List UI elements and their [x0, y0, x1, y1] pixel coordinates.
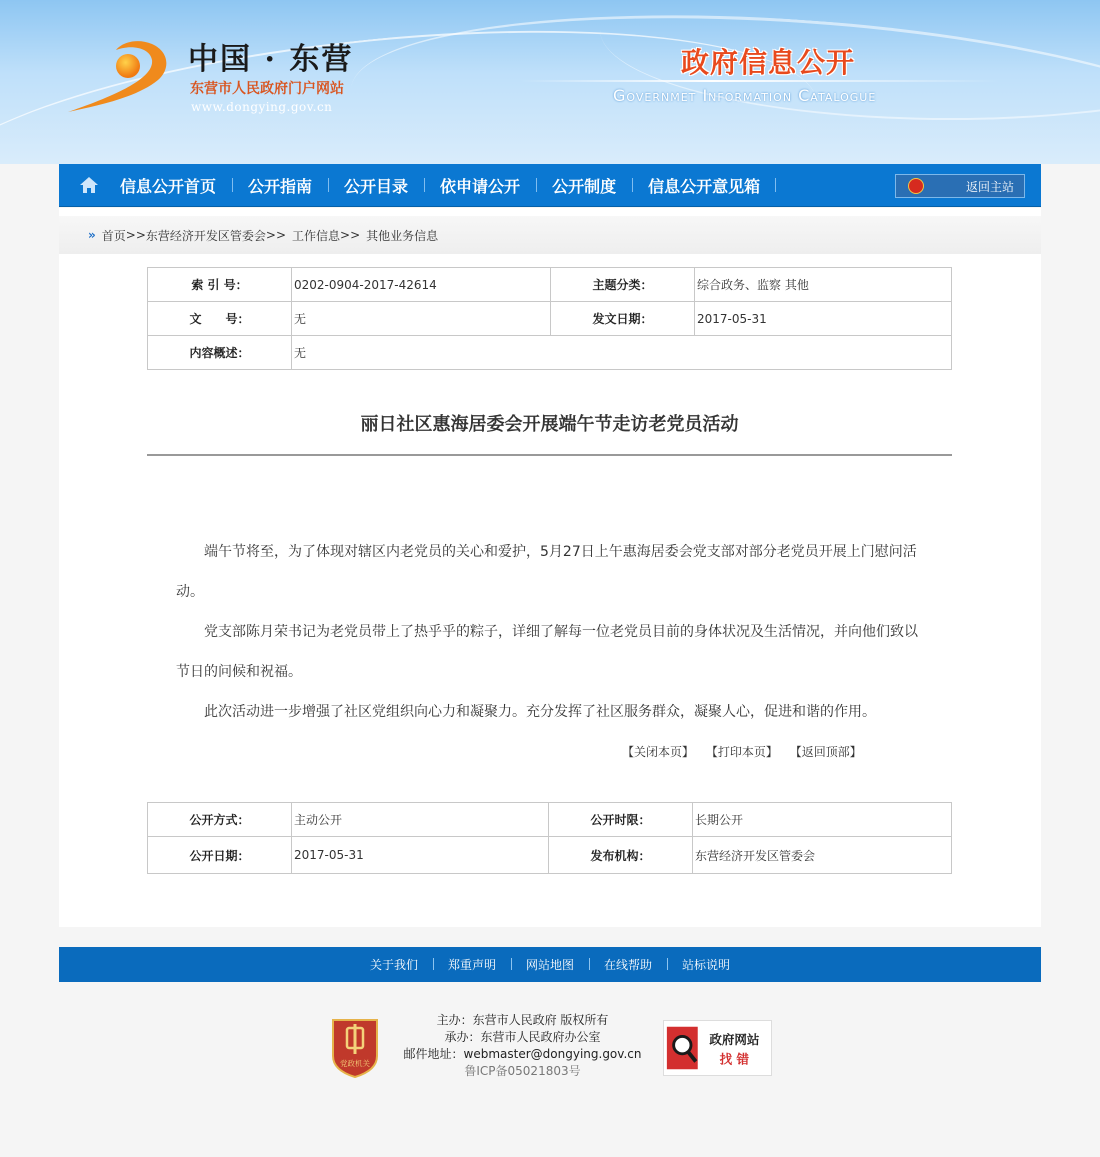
footer-link-sitemap[interactable]: 网站地图	[511, 956, 589, 973]
nav-item-system[interactable]: 公开制度	[536, 174, 632, 197]
back-button-label: 返回主站	[966, 179, 1015, 194]
breadcrumb-arrows-icon: »	[88, 228, 94, 242]
breadcrumb-other[interactable]: 其他业务信息	[366, 228, 439, 243]
site-url: www.dongying.gov.cn	[191, 100, 333, 114]
party-government-badge-icon[interactable]	[329, 1016, 381, 1078]
footer-icp[interactable]: 鲁ICP备05021803号	[464, 1064, 581, 1078]
table-row	[148, 302, 952, 336]
issue-date-value: 2017-05-31	[695, 302, 952, 336]
issue-date-label: 发文日期：	[551, 302, 695, 336]
find-error-line1: 政府网站	[709, 1032, 760, 1048]
section-title-divider	[520, 80, 1000, 82]
breadcrumb	[59, 216, 1041, 254]
nav-item-guide[interactable]: 公开指南	[232, 174, 328, 197]
article-body	[176, 532, 924, 732]
table-row	[148, 268, 952, 302]
publish-date-label: 公开日期：	[148, 837, 292, 874]
footer-organizer: 承办：东营市人民政府办公室	[444, 1030, 601, 1044]
find-error-badge-icon[interactable]	[663, 1020, 772, 1076]
article-paragraph: 此次活动进一步增强了社区党组织向心力和凝聚力。充分发挥了社区服务群众，凝聚人心，促进和谐的作用。	[204, 704, 876, 720]
table-row	[148, 336, 952, 370]
summary-label: 内容概述：	[148, 336, 292, 370]
find-error-line2: 找 错	[719, 1051, 750, 1067]
publisher-label: 发布机构：	[549, 837, 693, 874]
footer-link-logo-info[interactable]: 站标说明	[667, 956, 745, 973]
summary-value: 无	[292, 336, 952, 370]
page-actions	[622, 743, 870, 760]
footer-email: 邮件地址：webmaster@dongying.gov.cn	[403, 1047, 642, 1061]
table-row	[148, 837, 952, 874]
close-page-link[interactable]: 【关闭本页】	[622, 745, 695, 759]
publisher-value: 东营经济开发区管委会	[693, 837, 952, 874]
title-divider	[147, 454, 952, 456]
article-paragraph: 党支部陈月荣书记为老党员带上了热乎乎的粽子，详细了解每一位老党员目前的身体状况及生活情况，并向他们致以节日的问候和祝福。	[176, 624, 918, 680]
section-title: 政府信息公开	[681, 46, 856, 79]
back-to-top-link[interactable]: 【返回顶部】	[789, 745, 862, 759]
print-page-link[interactable]: 【打印本页】	[705, 745, 778, 759]
article-title: 丽日社区惠海居委会开展端午节走访老党员活动	[360, 414, 739, 435]
index-value: 0202-0904-2017-42614	[292, 268, 551, 302]
breadcrumb-sep: >>	[265, 228, 287, 242]
breadcrumb-work-info[interactable]: 工作信息	[292, 228, 341, 243]
footer-nav	[59, 947, 1041, 982]
section-subtitle: Governmet Information Catalogue	[613, 86, 877, 105]
home-icon[interactable]	[79, 176, 99, 194]
publish-limit-value: 长期公开	[693, 803, 952, 837]
breadcrumb-org[interactable]: 东营经济开发区管委会	[145, 228, 266, 243]
topic-label: 主题分类：	[551, 268, 695, 302]
topic-value: 综合政务、监察 其他	[695, 268, 952, 302]
breadcrumb-home[interactable]: 首页	[101, 228, 126, 243]
footer-info	[400, 1012, 645, 1080]
footer-link-about[interactable]: 关于我们	[369, 958, 418, 972]
article-paragraph: 端午节将至，为了体现对辖区内老党员的关心和爱护，5月27日上午惠海居委会党支部对部分老党员开展上门慰问活动。	[176, 544, 917, 600]
footer-link-statement[interactable]: 郑重声明	[433, 956, 511, 973]
publication-meta-table	[147, 802, 952, 874]
site-header	[0, 0, 1100, 164]
site-subtitle: 东营市人民政府门户网站	[190, 81, 344, 97]
nav-item-feedback[interactable]: 信息公开意见箱	[632, 174, 776, 197]
national-emblem-icon	[908, 178, 924, 194]
publish-mode-label: 公开方式：	[148, 803, 292, 837]
publish-limit-label: 公开时限：	[549, 803, 693, 837]
dongying-logo-icon	[66, 36, 184, 116]
nav-item-home[interactable]: 信息公开首页	[120, 177, 217, 196]
publish-date-value: 2017-05-31	[292, 837, 549, 874]
index-label: 索 引 号：	[148, 268, 292, 302]
footer-host: 主办：东营市人民政府 版权所有	[436, 1013, 609, 1027]
document-meta-table	[147, 267, 952, 370]
doc-no-value: 无	[292, 302, 551, 336]
content-panel	[59, 208, 1041, 927]
doc-no-label: 文 号：	[148, 302, 292, 336]
main-nav	[59, 164, 1041, 207]
nav-menu	[104, 164, 776, 207]
back-to-main-site-button[interactable]	[895, 174, 1025, 198]
table-row	[148, 803, 952, 837]
publish-mode-value: 主动公开	[292, 803, 549, 837]
breadcrumb-sep: >>	[125, 228, 146, 242]
footer-link-help[interactable]: 在线帮助	[589, 956, 667, 973]
breadcrumb-sep: >>	[340, 228, 361, 242]
nav-item-request[interactable]: 依申请公开	[424, 174, 536, 197]
site-title: 中国 · 东营	[188, 42, 354, 77]
nav-item-catalogue[interactable]: 公开目录	[328, 174, 424, 197]
badge-text: 党政机关	[340, 1059, 370, 1068]
